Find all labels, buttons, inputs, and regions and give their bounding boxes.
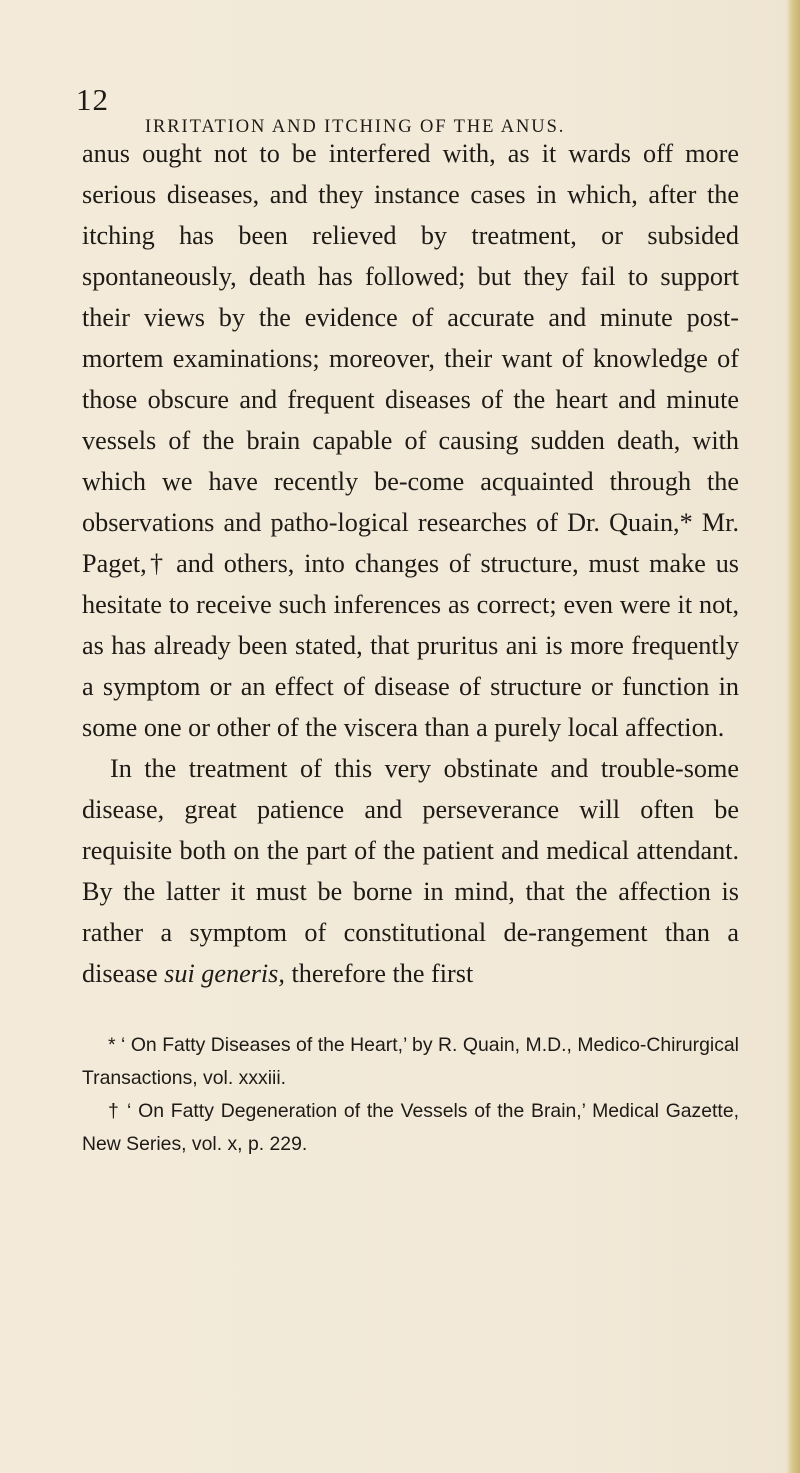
paragraph-1: anus ought not to be interfered with, as it wards off more serious diseases, and they instance cases in which, after the itching has been relieved by treatment, or subsided spontaneously, death has followed; but they fail to support their views by the evidence of accurate and minute post-mortem examinations; moreover, their want of knowledge of those obscure and frequent diseases of the heart and minute vessels of the brain capable of causing sudden death, with which we have recently be-come acquainted through the observations and patho-logical researches of Dr. Quain,* Mr. Paget,† and others, into changes of structure, must make us hesitate to receive such inferences as correct; even were it not, as has already been stated, that pruritus ani is more frequently a symptom or an effect of disease of structure or function in some one or other of the viscera than a purely local affection. <box>82 139 739 742</box>
latin-phrase: sui generis, <box>164 959 285 988</box>
running-title: IRRITATION AND ITCHING OF THE ANUS. <box>145 117 566 137</box>
page-header <box>76 80 736 137</box>
page-edge <box>786 0 800 1473</box>
paragraph-2-end: therefore the first <box>284 959 474 988</box>
footnote-1: * ‘ On Fatty Diseases of the Heart,’ by R. Quain, M.D., Medico-Chirurgical Transactions, vol. xxxiii. <box>82 1034 739 1089</box>
body-text <box>82 133 739 994</box>
footnotes <box>82 1029 739 1161</box>
footnote-2: † ‘ On Fatty Degeneration of the Vessels of the Brain,’ Medical Gazette, New Series, vol. x, p. 229. <box>82 1100 739 1155</box>
page-number: 12 <box>76 82 109 117</box>
paragraph-2-start: In the treatment of this very obstinate and trouble-some disease, great patience and perseverance will often be requisite both on the part of the patient and medical attendant. By the latter it must be borne in mind, that the affection is rather a symptom of constitutional de-rangement than a disease <box>82 754 739 988</box>
paragraph-2 <box>82 748 739 994</box>
